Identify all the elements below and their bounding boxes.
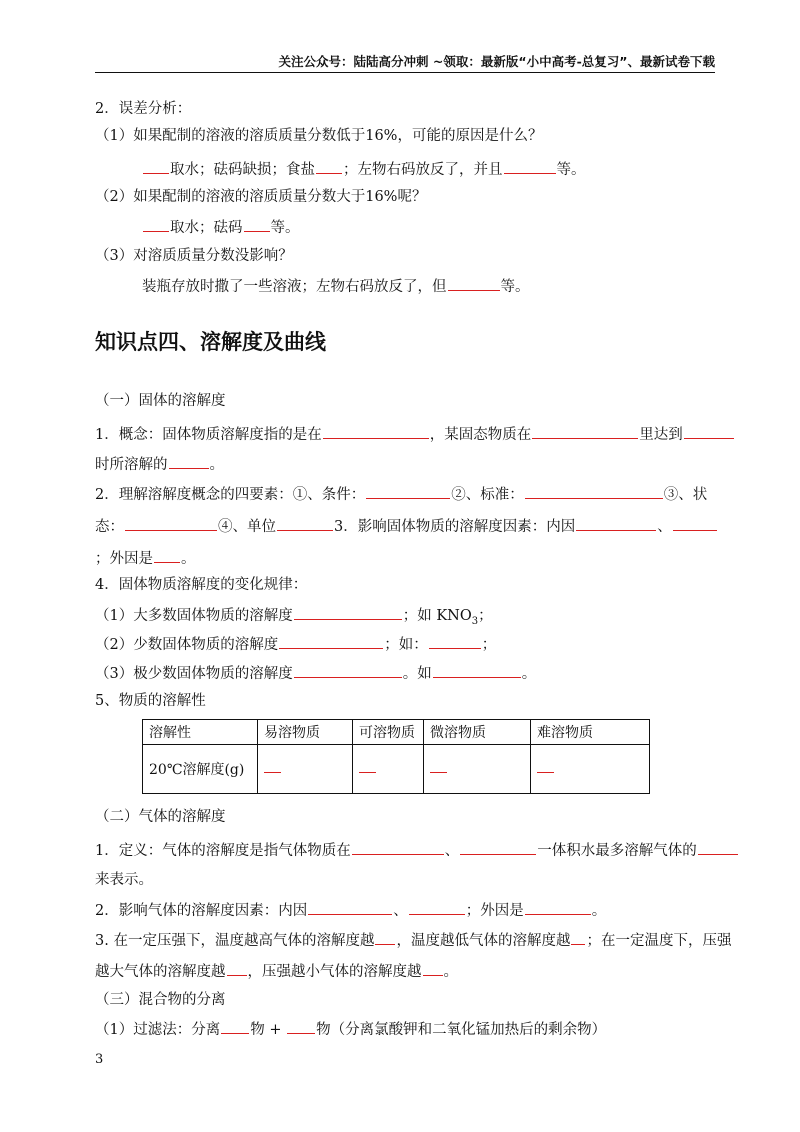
blank[interactable] [169,454,209,469]
table-row-label: 20℃溶解度(g) [143,745,258,794]
rule-3 [95,663,536,683]
blank[interactable] [698,840,738,855]
rule-title: 4．固体物质溶解度的变化规律： [95,577,308,593]
elements-line-2 [95,516,718,536]
q3-answer-text-2: 等。 [500,279,530,295]
blank[interactable] [571,930,585,945]
blank[interactable] [532,424,638,439]
q1-answer-line [142,159,586,179]
blank[interactable] [323,424,429,439]
rule2-text-1: （2）少数固体物质的溶解度 [95,637,279,653]
q2-answer-text-1: 取水；砝码 [170,220,243,236]
filter-text-2: 物 + [250,1022,282,1038]
concept-text-1: 1．概念：固体物质溶解度指的是在 [95,427,322,443]
gas-def-line-1 [95,840,739,860]
blank[interactable] [294,605,402,620]
solubility-title: 5、物质的溶解性 [95,693,206,709]
table-header-cell: 微溶物质 [424,720,531,745]
table-header-cell: 可溶物质 [353,720,424,745]
gas-rule-text-6: 。 [443,964,458,980]
elements-text-7: 、 [657,519,672,535]
filtration-line [95,1019,606,1039]
blank[interactable] [525,900,591,915]
mixture-separation-title: （三）混合物的分离 [95,992,226,1008]
gas-rule-line-1 [95,930,731,950]
page-header: 关注公众号：陆陆高分冲刺 ~领取：最新版“小中高考-总复习”、最新试卷下载 [278,54,715,69]
q3-text: （3）对溶质质量分数没影响？ [95,248,293,264]
table-cell[interactable] [531,745,650,794]
gas-factors-text-3: ；外因是 [465,903,524,919]
section-title: 知识点四、溶解度及曲线 [95,330,326,354]
rule-2 [95,634,496,654]
blank[interactable] [359,762,376,773]
gas-factors-text-1: 2．影响气体的溶解度因素：内因 [95,903,308,919]
elements-text-8: ；外因是 [95,551,153,567]
blank[interactable] [221,1019,249,1034]
blank[interactable] [409,900,465,915]
table-header-cell: 难溶物质 [531,720,650,745]
elements-text-6: 3．影响固体物质的溶解度因素：内因 [334,519,576,535]
blank[interactable] [316,159,342,174]
blank[interactable] [423,961,443,976]
elements-text-5: ④、单位 [218,519,276,535]
gas-rule-text-4: 越大气体的溶解度越 [95,964,226,980]
elements-text-2: ②、标准： [451,487,524,503]
gas-factors [95,900,606,920]
concept-text-3: 里达到 [639,427,683,443]
concept-line-1 [95,424,735,444]
concept-line-2 [95,454,224,474]
table-cell[interactable] [353,745,424,794]
blank[interactable] [673,516,717,531]
concept-text-2: ，某固态物质在 [429,427,532,443]
blank[interactable] [227,961,247,976]
blank[interactable] [143,217,169,232]
gas-solubility-title: （二）气体的溶解度 [95,809,226,825]
gas-def-text-3: 一体积水最多溶解气体的 [537,843,697,859]
rule3-text-1: （3）极少数固体物质的溶解度 [95,666,293,682]
blank[interactable] [537,762,554,773]
gas-rule-line-2 [95,961,458,981]
table-header-cell: 溶解性 [143,720,258,745]
blank[interactable] [375,930,395,945]
blank[interactable] [125,516,217,531]
filter-text-3: 物（分离氯酸钾和二氧化锰加热后的剩余物） [316,1022,607,1038]
rule3-text-3: 。 [521,666,537,682]
blank[interactable] [277,516,333,531]
blank[interactable] [448,276,500,291]
blank[interactable] [264,762,281,773]
blank[interactable] [576,516,656,531]
q2-answer-text-2: 等。 [270,220,300,236]
blank[interactable] [244,217,270,232]
gas-rule-text-1: 3. 在一定压强下，温度越高气体的溶解度越 [95,933,375,949]
gas-def-text-2: 、 [444,843,460,859]
blank[interactable] [430,762,447,773]
blank[interactable] [504,159,556,174]
q1-answer-text-3: 等。 [556,162,586,178]
filter-text-1: （1）过滤法：分离 [95,1022,221,1038]
q1-answer-text-1: 取水；砝码缺损；食盐 [170,162,315,178]
blank[interactable] [308,900,392,915]
blank[interactable] [429,634,481,649]
elements-text-1: 2．理解溶解度概念的四要素：①、条件： [95,487,366,503]
q2-answer-line [142,217,300,237]
blank[interactable] [525,484,663,499]
table-cell[interactable] [258,745,353,794]
q2-text: （2）如果配制的溶液的溶质质量分数大于16%呢？ [95,189,427,205]
concept-text-4: 时所溶解的 [95,457,168,473]
gas-factors-text-2: 、 [393,903,408,919]
blank[interactable] [143,159,169,174]
blank[interactable] [684,424,734,439]
table-cell[interactable] [424,745,531,794]
elements-line-1 [95,484,707,504]
q3-answer-text-1: 装瓶存放时撒了一些溶液；左物右码放反了，但 [142,279,447,295]
table-header-cell: 易溶物质 [258,720,353,745]
blank[interactable] [460,840,536,855]
rule2-text-3: ； [481,637,497,653]
gas-rule-text-2: ，温度越低气体的溶解度越 [396,933,571,949]
gas-def-text-1: 1．定义：气体的溶解度是指气体物质在 [95,843,351,859]
gas-def-line-2: 来表示。 [95,872,153,888]
page-number: 3 [95,1052,104,1067]
rule-1 [95,605,493,631]
rule1-subscript: 3 [471,615,479,627]
elements-text-4: 态： [95,519,124,535]
elements-text-3: ③、状 [663,487,708,503]
blank[interactable] [366,484,450,499]
q1-answer-text-2: ；左物右码放反了，并且 [343,162,503,178]
rule1-text-1: （1）大多数固体物质的溶解度 [95,608,293,624]
blank[interactable] [279,634,383,649]
elements-text-9: 。 [181,551,196,567]
blank[interactable] [352,840,444,855]
blank[interactable] [154,548,180,563]
solubility-table [142,719,650,794]
rule1-text-2: ；如 KNO [402,608,472,624]
rule3-text-2: 。如 [402,666,432,682]
gas-factors-text-4: 。 [591,903,607,919]
blank[interactable] [433,663,521,678]
error-analysis-title: 2．误差分析： [95,101,192,117]
solid-solubility-title: （一）固体的溶解度 [95,393,226,409]
rule1-text-3: ； [478,608,493,624]
concept-text-5: 。 [209,457,224,473]
rule2-text-2: ；如： [384,637,428,653]
q3-answer-line [142,276,530,296]
blank[interactable] [287,1019,315,1034]
elements-line-3 [95,548,196,568]
blank[interactable] [294,663,402,678]
gas-rule-text-5: ，压强越小气体的溶解度越 [247,964,422,980]
gas-rule-text-3: ；在一定温度下，压强 [586,933,732,949]
header-rule [95,72,715,73]
q1-text: （1）如果配制的溶液的溶质质量分数低于16%，可能的原因是什么？ [95,128,543,144]
